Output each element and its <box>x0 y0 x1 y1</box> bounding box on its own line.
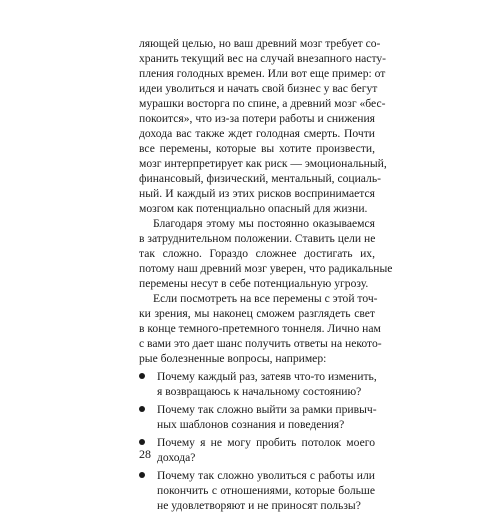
list-item <box>139 435 375 465</box>
bullet-icon <box>139 406 145 412</box>
text-line: в конце темного-претемного тоннеля. Лично нам <box>139 322 381 335</box>
text-line: мозгом как потенциально опасный для жизни. <box>139 202 368 215</box>
text-line: рые болезненные вопросы, например: <box>139 352 327 365</box>
paragraph-2 <box>139 216 393 291</box>
text-line: ный. И каждый из этих рисков воспринимается <box>139 187 375 200</box>
text-line: так сложно. Гораздо сложнее достигать их, <box>139 247 375 260</box>
text-line: мурашки восторга по спине, а древний мозг «бес- <box>139 97 386 110</box>
text-line: все перемены, которые вы хотите произвести, <box>139 142 375 155</box>
text-line: ных шаблонов сознания и поведения? <box>157 418 345 431</box>
text-line: перемены несут в себе потенциальную угрозу. <box>139 277 369 290</box>
text-line: покоится», что из-за потери работы и снижения <box>139 112 375 125</box>
text-line: мозг интерпретирует как риск — эмоциональный, <box>139 157 387 170</box>
bullet-icon <box>139 439 145 445</box>
text-line: не удовлетворяют и не приносят пользы? <box>157 499 361 512</box>
text-line: я возвращаюсь к начальному состоянию? <box>157 385 362 398</box>
text-line: пления голодных времен. Или вот еще пример: от <box>139 67 386 80</box>
text-line: Почему так сложно уволиться с работы или <box>157 469 375 482</box>
text-line: дохода? <box>157 451 196 464</box>
page-number: 28 <box>139 447 151 461</box>
text-line: Почему так сложно выйти за рамки привыч- <box>157 403 377 416</box>
list-item <box>139 468 375 513</box>
text-line: идеи уволиться и начать свой бизнес у вас бегут <box>139 82 378 95</box>
text-line: Если посмотреть на все перемены с этой точ- <box>153 292 378 305</box>
text-line: Почему я не могу пробить потолок моего <box>157 436 375 449</box>
list-item <box>139 402 375 432</box>
text-line: Почему каждый раз, затеяв что-то изменить, <box>157 370 377 383</box>
text-line: дохода вас также ждет голодная смерть. Почти <box>139 127 375 140</box>
body-text <box>139 36 393 516</box>
text-line: ляющей целью, но ваш древний мозг требует со- <box>139 37 381 50</box>
text-line: в затруднительном положении. Ставить цели не <box>139 232 376 245</box>
paragraph-3 <box>139 291 382 366</box>
bullet-icon <box>139 472 145 478</box>
paragraph-1 <box>139 36 387 216</box>
list-item <box>139 369 375 399</box>
text-line: ки зрения, мы наконец сможем разглядеть свет <box>139 307 375 320</box>
text-line: Благодаря этому мы постоянно оказываемся <box>153 217 375 230</box>
text-line: покончить с отношениями, которые больше <box>157 484 375 497</box>
text-line: финансовый, физический, ментальный, социаль- <box>139 172 381 185</box>
text-line: с вами это дает шанс получить ответы на некото- <box>139 337 382 350</box>
bullet-list <box>139 369 375 513</box>
text-line: хранить текущий вес на случай внезапного насту- <box>139 52 387 65</box>
bullet-icon <box>139 373 145 379</box>
text-line: потому наш древний мозг уверен, что радикальные <box>139 262 393 275</box>
